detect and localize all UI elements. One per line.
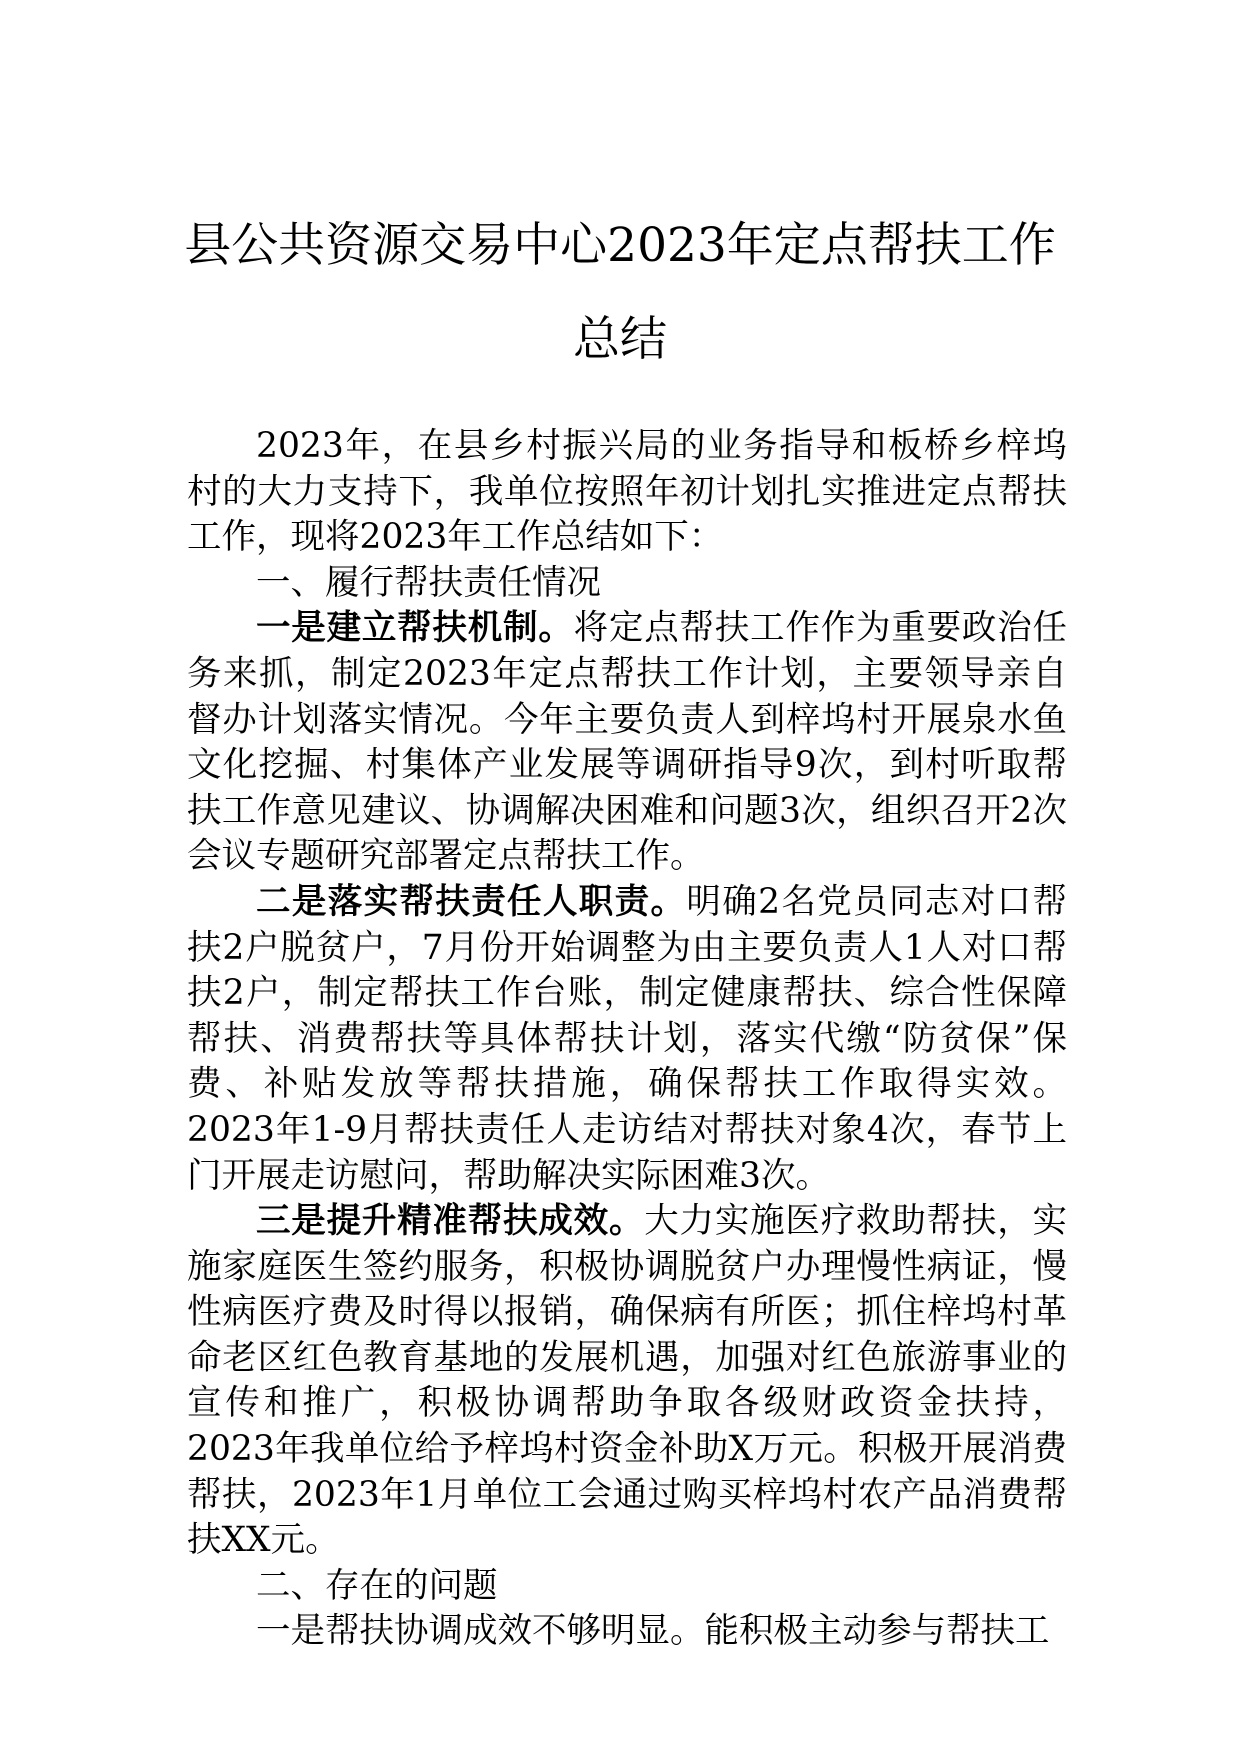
document-title-line-2: 总结 bbox=[573, 312, 667, 367]
item-text-effectiveness: 大力实施医疗救助帮扶，实施家庭医生签约服务，积极协调脱贫户办理慢性病证，慢性病医疗费及时得以报销，确保病有所医；抓住梓坞村革命老区红色教育基地的发展机遇，加强对红色旅游事业的宣传和推广，积极协调帮助争取各级财政资金扶持，2023年我单位给予梓坞村资金补助X万元。积极开展消费帮扶，2023年1月单位工会通过购买梓坞村农产品消费帮扶XX元。 bbox=[187, 1201, 1067, 1561]
item-lead-duties: 二是落实帮扶责任人职责。 bbox=[256, 881, 687, 922]
section-heading-responsibilities: 一、履行帮扶责任情况 bbox=[256, 562, 601, 603]
item-lead-mechanism: 一是建立帮扶机制。 bbox=[256, 608, 574, 649]
item-paragraph-mechanism bbox=[187, 606, 1067, 880]
document-body bbox=[187, 424, 1067, 1655]
item-text-mechanism: 将定点帮扶工作作为重要政治任务来抓，制定2023年定点帮扶工作计划，主要领导亲自督办计划落实情况。今年主要负责人到梓坞村开展泉水鱼文化挖掘、村集体产业发展等调研指导9次，到村听取帮扶工作意见建议、协调解决困难和问题3次，组织召开2次会议专题研究部署定点帮扶工作。 bbox=[187, 608, 1068, 877]
item-paragraph-duties bbox=[187, 880, 1067, 1199]
intro-paragraph: 2023年，在县乡村振兴局的业务指导和板桥乡梓坞村的大力支持下，我单位按照年初计划扎实推进定点帮扶工作，现将2023年工作总结如下： bbox=[187, 426, 1067, 558]
item-paragraph-effectiveness bbox=[187, 1199, 1067, 1564]
item-text-duties: 明确2名党员同志对口帮扶2户脱贫户，7月份开始调整为由主要负责人1人对口帮扶2户，制定帮扶工作台账，制定健康帮扶、综合性保障帮扶、消费帮扶等具体帮扶计划，落实代缴“防贫保”保费、补贴发放等帮扶措施，确保帮扶工作取得实效。2023年1-9月帮扶责任人走访结对帮扶对象4次，春节上门开展走访慰问，帮助解决实际困难3次。 bbox=[187, 881, 1067, 1196]
section-heading-problems: 二、存在的问题 bbox=[256, 1565, 498, 1606]
item-lead-effectiveness: 三是提升精准帮扶成效。 bbox=[256, 1201, 645, 1242]
document-title-line-1: 县公共资源交易中心2023年定点帮扶工作 bbox=[184, 218, 1056, 273]
problem-paragraph-coordination: 一是帮扶协调成效不够明显。能积极主动参与帮扶工 bbox=[256, 1611, 1050, 1652]
